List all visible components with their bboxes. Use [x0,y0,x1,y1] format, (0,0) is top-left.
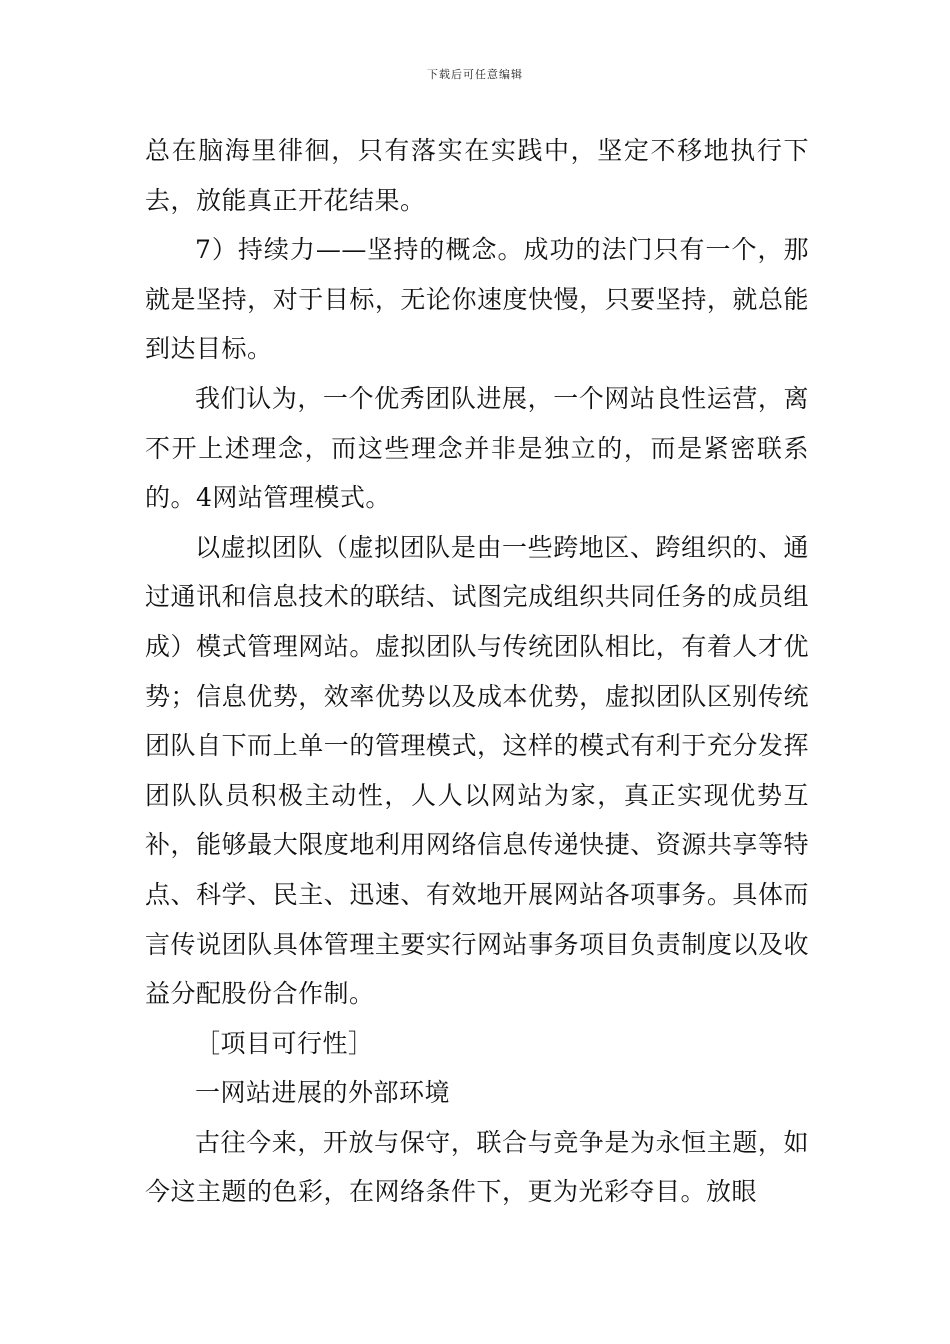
page-header: 下载后可任意编辑 [427,68,523,81]
paragraph-continuation: 总在脑海里徘徊，只有落实在实践中，坚定不移地执行下去，放能真正开花结果。 [145,136,809,215]
section-heading-feasibility: ［项目可行性］ [195,1028,374,1058]
body-text [145,126,809,1217]
paragraph-open-vs-conservative: 古往今来，开放与保守，联合与竞争是为永恒主题，如今这主题的色彩，在网络条件下，更为光彩夺目。放眼 [145,1127,809,1207]
paragraph-virtual-team: 以虚拟团队（虚拟团队是由一些跨地区、跨组织的、通过通讯和信息技术的联结、试图完成组织共同任务的成员组成）模式管理网站。虚拟团队与传统团队相比，有着人才优势；信息优势，效率优势以及成本优势，虚拟团队区别传统团队自下而上单一的管理模式，这样的模式有利于充分发挥团队队员积极主动性，人人以网站为家，真正实现优势互补，能够最大限度地利用网络信息传递快捷、资源共享等特点、科学、民主、迅速、有效地开展网站各项事务。具体而言传说团队具体管理主要实行网站事务项目负责制度以及收益分配股份合作制。 [145,532,809,1009]
subheading-external-environment: 一网站进展的外部环境 [195,1078,451,1108]
paragraph-persistence: 7）持续力——坚持的概念。成功的法门只有一个，那就是坚持，对于目标，无论你速度快慢，只要坚持，就总能到达目标。 [145,235,809,364]
paragraph-team-philosophy: 我们认为，一个优秀团队进展，一个网站良性运营，离不开上述理念，而这些理念并非是独立的，而是紧密联系的。4网站管理模式。 [145,383,809,513]
